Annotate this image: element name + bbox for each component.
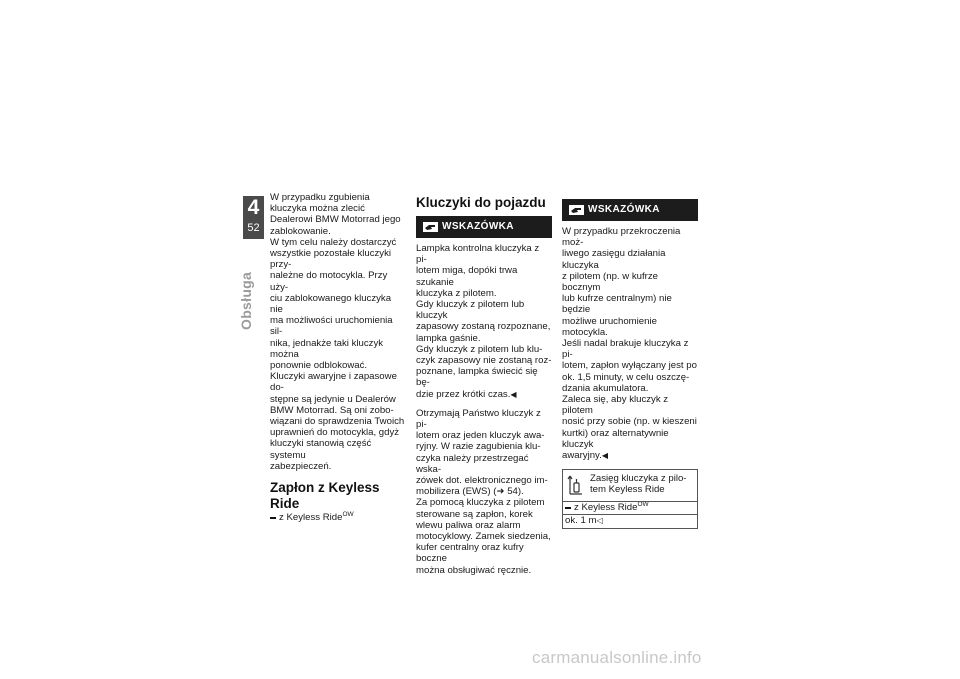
text-line: zablokowanie. <box>270 225 331 237</box>
chapter-tab <box>243 196 264 239</box>
text-line: kluczyka z pilotem. <box>416 287 497 299</box>
text-line: wszystkie pozostałe kluczyki przy- <box>270 248 392 271</box>
spec-title-line: Zasięg kluczyka z pilo- <box>590 473 687 485</box>
pointing-hand-icon <box>569 205 584 215</box>
text-line: można obsługiwać ręcznie. <box>416 564 532 576</box>
chapter-title: Obsługa <box>238 271 254 330</box>
text-line: Gdy kluczyk z pilotem lub kluczyk <box>416 299 525 322</box>
text-line: kufer centralny oraz kufry boczne <box>416 542 524 565</box>
text-line: W przypadku zgubienia <box>270 192 370 203</box>
text-line: kurtki) oraz alternatywnie kluczyk <box>562 427 669 450</box>
spec-header <box>563 470 697 502</box>
text-line: sterowane są zapłon, korek <box>416 508 533 520</box>
text-line: ponownie odblokować. <box>270 360 368 372</box>
text-line: ciu zablokowanego kluczyka nie <box>270 292 392 316</box>
page-number: 52 <box>247 222 260 234</box>
text-line: W przypadku przekroczenia moż- <box>562 226 681 249</box>
text-line: z pilotem (np. w kufrze bocznym <box>562 270 658 294</box>
end-of-notice-icon: ◀ <box>601 451 608 461</box>
text-line: lub kufrze centralnym) nie będzie <box>562 293 672 316</box>
notice-header <box>416 216 552 238</box>
text-line <box>562 450 698 461</box>
text-line: Otrzymają Państwo kluczyk z pi- <box>416 407 541 431</box>
text-line: stępne są jedynie u Dealerów <box>270 393 396 405</box>
column-1 <box>270 192 406 523</box>
text-line: wiązani do sprawdzenia Twoich <box>270 416 405 428</box>
text-fragment: dzie przez krótki czas. <box>416 388 511 400</box>
text-line: kluczyka można zlecić <box>270 203 365 215</box>
notice-title: WSKAZÓWKA <box>442 221 514 232</box>
spec-value: ok. 1 m <box>565 515 597 527</box>
text-line: uprawnień do motocykla, gdyż <box>270 427 400 439</box>
text-line: BMW Motorrad. Są oni zobo- <box>270 404 394 416</box>
text-line: Za pomocą kluczyka z pilotem <box>416 497 545 509</box>
key-range-icon <box>567 474 585 498</box>
end-of-spec-icon: ◁ <box>596 516 603 526</box>
pointing-hand-icon <box>423 222 438 232</box>
text-line: Lampka kontrolna kluczyka z pi- <box>416 243 540 266</box>
text-line: nosić przy sobie (np. w kieszeni <box>562 416 697 428</box>
text-line: należne do motocykla. Przy uży- <box>270 270 388 293</box>
dash-icon <box>270 517 276 519</box>
spec-title <box>590 473 687 495</box>
text-line: Kluczyki awaryjne i zapasowe do- <box>270 371 397 394</box>
text-line: mobilizera (EWS) (➜ 54). <box>416 486 524 498</box>
text-line: lotem oraz jeden kluczyk awa- <box>416 430 545 442</box>
text-line: motocyklowy. Zamek siedzenia, <box>416 531 551 543</box>
watermark: carmanualsonline.info <box>532 648 702 667</box>
text-line: czyk zapasowy nie zostaną roz- <box>416 355 552 367</box>
column-3 <box>562 199 698 529</box>
section-heading: Zapłon z Keyless Ride <box>270 480 380 512</box>
spec-title-line: tem Keyless Ride <box>590 484 665 496</box>
option-superscript: OW <box>342 510 354 518</box>
section-heading: Kluczyki do pojazdu <box>416 195 546 210</box>
text-line: poznane, lampka świecić się bę- <box>416 366 538 389</box>
end-of-notice-icon: ◀ <box>510 389 517 399</box>
text-line: wlewu paliwa oraz alarm <box>416 519 521 531</box>
text-line: ryjny. W razie zagubienia klu- <box>416 441 541 453</box>
text-line: Gdy kluczyk z pilotem lub klu- <box>416 343 543 355</box>
text-line: lotem miga, dopóki trwa szukanie <box>416 265 518 288</box>
text-line: Dealerowi BMW Motorrad jego <box>270 214 401 226</box>
text-line: Zaleca się, aby kluczyk z pilotem <box>562 394 669 417</box>
text-line: Jeśli nadal brakuje kluczyka z pi- <box>562 338 689 361</box>
text-line: dzania akumulatora. <box>562 382 649 394</box>
text-line: zówek dot. elektronicznego im- <box>416 475 548 487</box>
text-fragment: awaryjny. <box>562 450 602 462</box>
notice-header <box>562 199 698 221</box>
text-line: czyka należy przestrzegać wska- <box>416 452 529 475</box>
text-line: nika, jednakże taki kluczyk można <box>270 337 384 360</box>
text-line: ma możliwości uruchomienia sil- <box>270 315 393 338</box>
text-line: lotem, zapłon wyłączany jest po <box>562 360 697 372</box>
text-line: możliwe uruchomienie motocykla. <box>562 315 657 338</box>
option-superscript: OW <box>637 501 649 509</box>
notice-title: WSKAZÓWKA <box>588 204 660 215</box>
text-line: lampka gaśnie. <box>416 332 481 344</box>
spec-option-row <box>563 502 697 515</box>
column-2 <box>416 195 552 576</box>
text-line: zapasowy zostaną rozpoznane, <box>416 321 551 333</box>
text-line: liwego zasięgu działania kluczyka <box>562 248 666 271</box>
option-label: z Keyless Ride <box>279 512 343 524</box>
text-line: W tym celu należy dostarczyć <box>270 236 397 248</box>
dash-icon <box>565 507 571 509</box>
chapter-number: 4 <box>247 196 260 219</box>
text-line <box>416 389 552 400</box>
text-line: zabezpieczeń. <box>270 460 332 472</box>
text-line: ok. 1,5 minuty, w celu oszczę- <box>562 371 690 383</box>
equipment-option <box>270 512 406 523</box>
option-label: z Keyless Ride <box>574 502 638 514</box>
spec-table <box>562 469 698 529</box>
spec-value-row <box>563 515 697 528</box>
text-line: kluczyki stanowią część systemu <box>270 438 372 461</box>
